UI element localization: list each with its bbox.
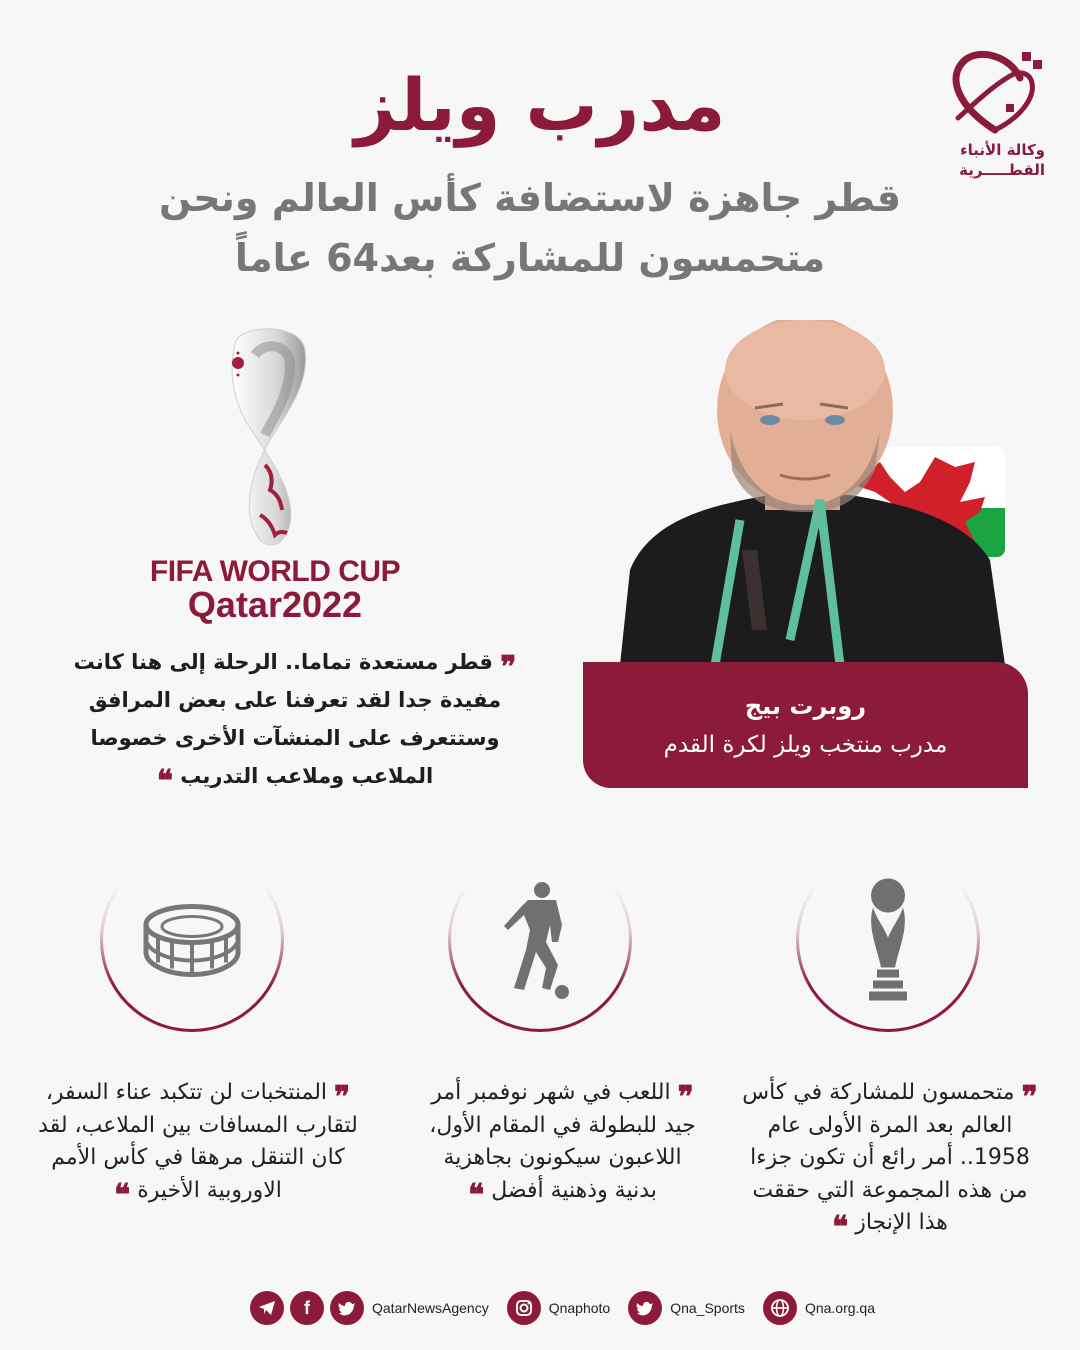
world-cup-emblem-icon — [210, 325, 320, 550]
agency-name-line1: وكالة الأنباء — [960, 141, 1045, 159]
open-quote-mark: ❞ — [500, 650, 517, 685]
highlight-stadium-text: المنتخبات لن تتكبد عناء السفر، لتقارب المسافات بين الملاعب، لقد كان التنقل مرهقا في كأس الأمم الاوروبية الأخيرة — [38, 1080, 358, 1203]
close-quote-mark: ❝ — [832, 1210, 849, 1245]
player-icon-circle — [448, 848, 632, 1032]
telegram-icon[interactable] — [250, 1291, 284, 1325]
trophy-icon — [863, 878, 913, 1003]
main-quote — [60, 643, 530, 799]
coach-name: روبرت بيج — [744, 692, 867, 720]
page-subtitle — [130, 168, 930, 288]
highlight-trophy — [740, 1077, 1040, 1245]
agency-name-line2: القطـــــرية — [959, 161, 1045, 179]
main-quote-text: قطر مستعدة تماما.. الرحلة إلى هنا كانت مفيدة جدا لقد تعرفنا على بعض المرافق وستتعرف على المنشآت الأخرى خصوصا الملاعب وملاعب التدريب — [73, 650, 502, 788]
open-quote-mark: ❞ — [677, 1080, 694, 1115]
close-quote-mark: ❝ — [156, 764, 173, 799]
football-player-icon — [500, 880, 580, 1000]
world-cup-emblem — [210, 325, 320, 550]
stadium-icon-circle — [100, 848, 284, 1032]
social-handle-website[interactable]: Qna.org.qa — [804, 1300, 875, 1316]
highlight-stadium — [38, 1077, 358, 1213]
close-quote-mark: ❝ — [468, 1177, 485, 1213]
twitter-icon[interactable] — [628, 1291, 662, 1325]
coach-portrait — [620, 320, 1010, 665]
instagram-icon[interactable] — [507, 1291, 541, 1325]
globe-icon[interactable] — [763, 1291, 797, 1325]
trophy-icon-circle — [796, 848, 980, 1032]
highlight-player-text: اللعب في شهر نوفمبر أمر جيد للبطولة في المقام الأول، اللاعبون سيكونون بجاهزية بدنية وذهنية أفضل — [429, 1080, 696, 1203]
subtitle-line-1: قطر جاهزة لاستضافة كأس العالم ونحن — [159, 176, 901, 220]
coach-name-card — [583, 662, 1028, 788]
social-footer — [250, 1290, 887, 1326]
highlight-player — [420, 1077, 705, 1213]
subtitle-line-2: متحمسون للمشاركة بعد64 عاماً — [234, 236, 826, 280]
open-quote-mark: ❞ — [334, 1080, 351, 1115]
open-quote-mark: ❞ — [1021, 1080, 1038, 1115]
social-handle-qatarnewsagency[interactable]: QatarNewsAgency — [372, 1300, 489, 1316]
close-quote-mark: ❝ — [114, 1177, 131, 1213]
twitter-icon[interactable] — [330, 1291, 364, 1325]
world-cup-title: FIFA WORLD CUP — [149, 555, 401, 588]
social-handle-qnaphoto[interactable]: Qnaphoto — [548, 1300, 611, 1316]
coach-photo — [620, 320, 1010, 665]
stadium-icon — [142, 903, 242, 978]
highlight-trophy-text: متحمسون للمشاركة في كأس العالم بعد المرة الأولى عام 1958.. أمر رائع أن تكون جزءا من هذه المجموعة التي حققت هذا الإنجاز — [742, 1080, 1030, 1235]
page-title: مدرب ويلز — [354, 63, 726, 147]
facebook-icon[interactable]: f — [290, 1291, 324, 1325]
coach-role: مدرب منتخب ويلز لكرة القدم — [663, 732, 948, 758]
social-handle-qna-sports[interactable]: Qna_Sports — [670, 1300, 745, 1316]
world-cup-subtitle: Qatar2022 — [187, 584, 363, 625]
